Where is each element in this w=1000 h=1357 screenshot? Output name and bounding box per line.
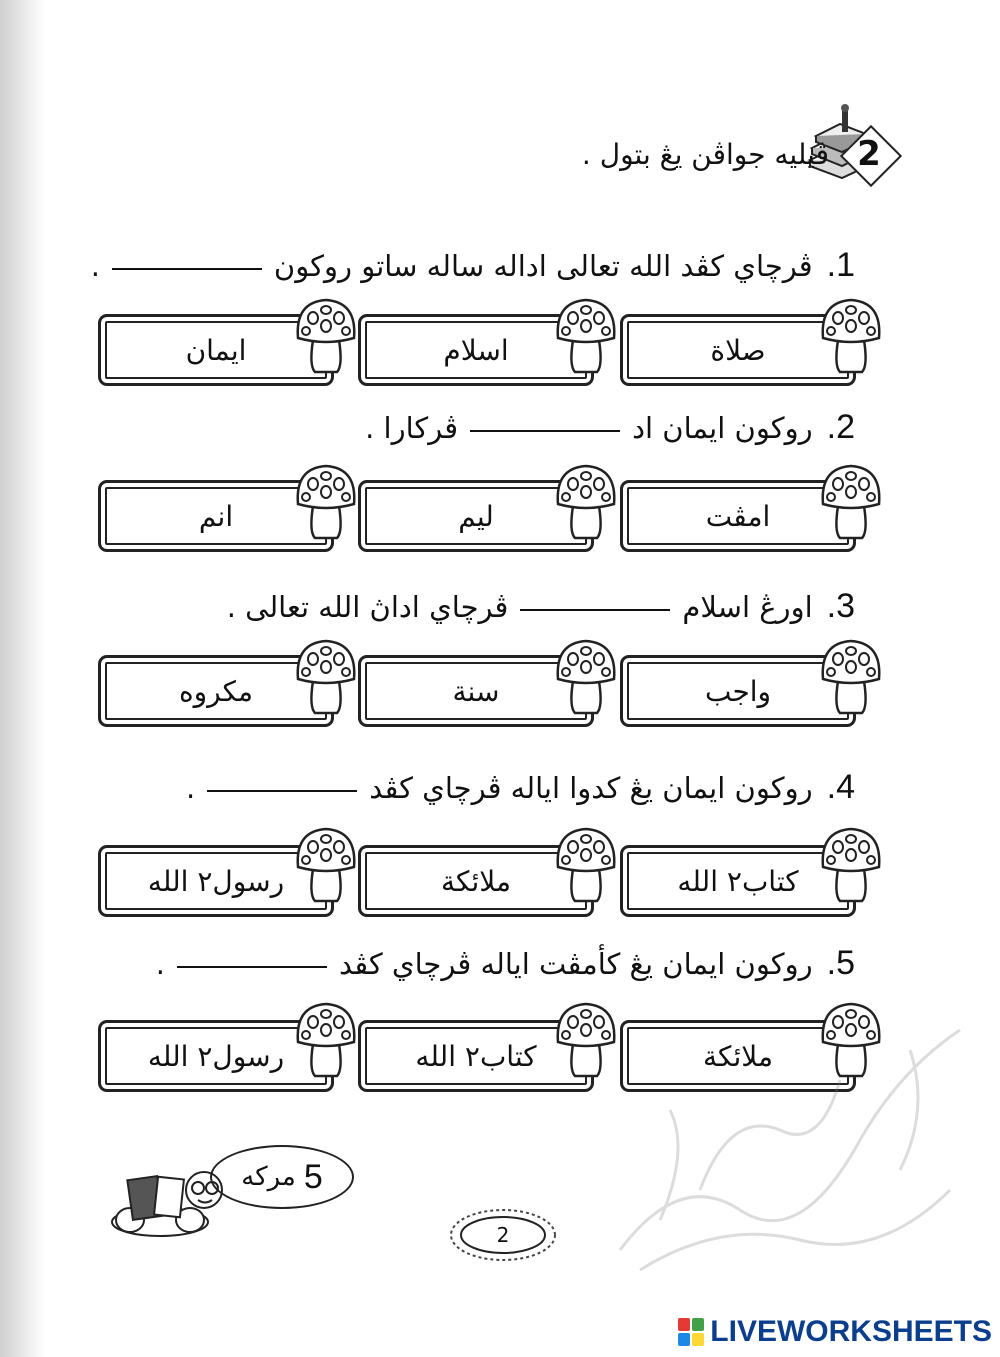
option-card[interactable]: سنة bbox=[358, 655, 594, 727]
mushroom-icon bbox=[555, 296, 617, 376]
question-1: 1.ڤرچاي كڤد الله تعالى اداله ساله ساتو روكون. bbox=[90, 246, 855, 284]
question-2: 2.روكون ايمان ادڤركارا . bbox=[365, 408, 855, 446]
option-card[interactable]: ملائكة bbox=[358, 845, 594, 917]
liveworksheets-logo-icon bbox=[678, 1318, 704, 1346]
section-number-badge: 2 bbox=[843, 128, 895, 180]
page-number: 2 bbox=[448, 1207, 558, 1263]
option-card[interactable]: ملائكة bbox=[620, 1020, 856, 1092]
question-3: 3.اورڠ اسلامڤرچاي اداڽ الله تعالى . bbox=[226, 587, 855, 625]
mushroom-icon bbox=[295, 296, 357, 376]
liveworksheets-logo: LIVEWORKSHEETS bbox=[678, 1315, 992, 1349]
mushroom-icon bbox=[820, 296, 882, 376]
option-card[interactable]: انم bbox=[98, 480, 334, 552]
mushroom-icon bbox=[295, 1000, 357, 1080]
section-heading bbox=[582, 128, 895, 180]
mushroom-icon bbox=[295, 462, 357, 542]
option-card[interactable]: ايمان bbox=[98, 314, 334, 386]
answer-blank[interactable] bbox=[177, 964, 327, 968]
option-card[interactable]: ليم bbox=[358, 480, 594, 552]
mushroom-icon bbox=[820, 462, 882, 542]
mushroom-icon bbox=[295, 825, 357, 905]
mushroom-icon bbox=[295, 637, 357, 717]
answer-blank[interactable] bbox=[520, 607, 670, 611]
option-card[interactable]: رسول٢ الله bbox=[98, 845, 334, 917]
mushroom-icon bbox=[820, 637, 882, 717]
option-card[interactable]: كتاب٢ الله bbox=[358, 1020, 594, 1092]
answer-blank[interactable] bbox=[470, 428, 620, 432]
option-card[interactable]: كتاب٢ الله bbox=[620, 845, 856, 917]
question-4: 4.روكون ايمان يڠ كدوا اياله ڤرچاي كڤد. bbox=[186, 768, 855, 806]
option-card[interactable]: واجب bbox=[620, 655, 856, 727]
answer-blank[interactable] bbox=[112, 266, 262, 270]
option-card[interactable]: امڤت bbox=[620, 480, 856, 552]
score-badge: 5 مركه bbox=[210, 1145, 354, 1209]
option-card[interactable]: صلاة bbox=[620, 314, 856, 386]
instruction-text: ڤيليه جواڤن يڠ بتول . bbox=[581, 137, 829, 171]
option-card[interactable]: رسول٢ الله bbox=[98, 1020, 334, 1092]
option-card[interactable]: اسلام bbox=[358, 314, 594, 386]
option-card[interactable]: مكروه bbox=[98, 655, 334, 727]
answer-blank[interactable] bbox=[207, 788, 357, 792]
calligraphy-watermark bbox=[600, 990, 980, 1290]
question-5: 5.روكون ايمان يڠ كأمڤت اياله ڤرچاي كڤد. bbox=[155, 944, 855, 982]
mushroom-icon bbox=[820, 825, 882, 905]
mushroom-icon bbox=[555, 637, 617, 717]
mushroom-icon bbox=[555, 462, 617, 542]
mushroom-icon bbox=[555, 825, 617, 905]
